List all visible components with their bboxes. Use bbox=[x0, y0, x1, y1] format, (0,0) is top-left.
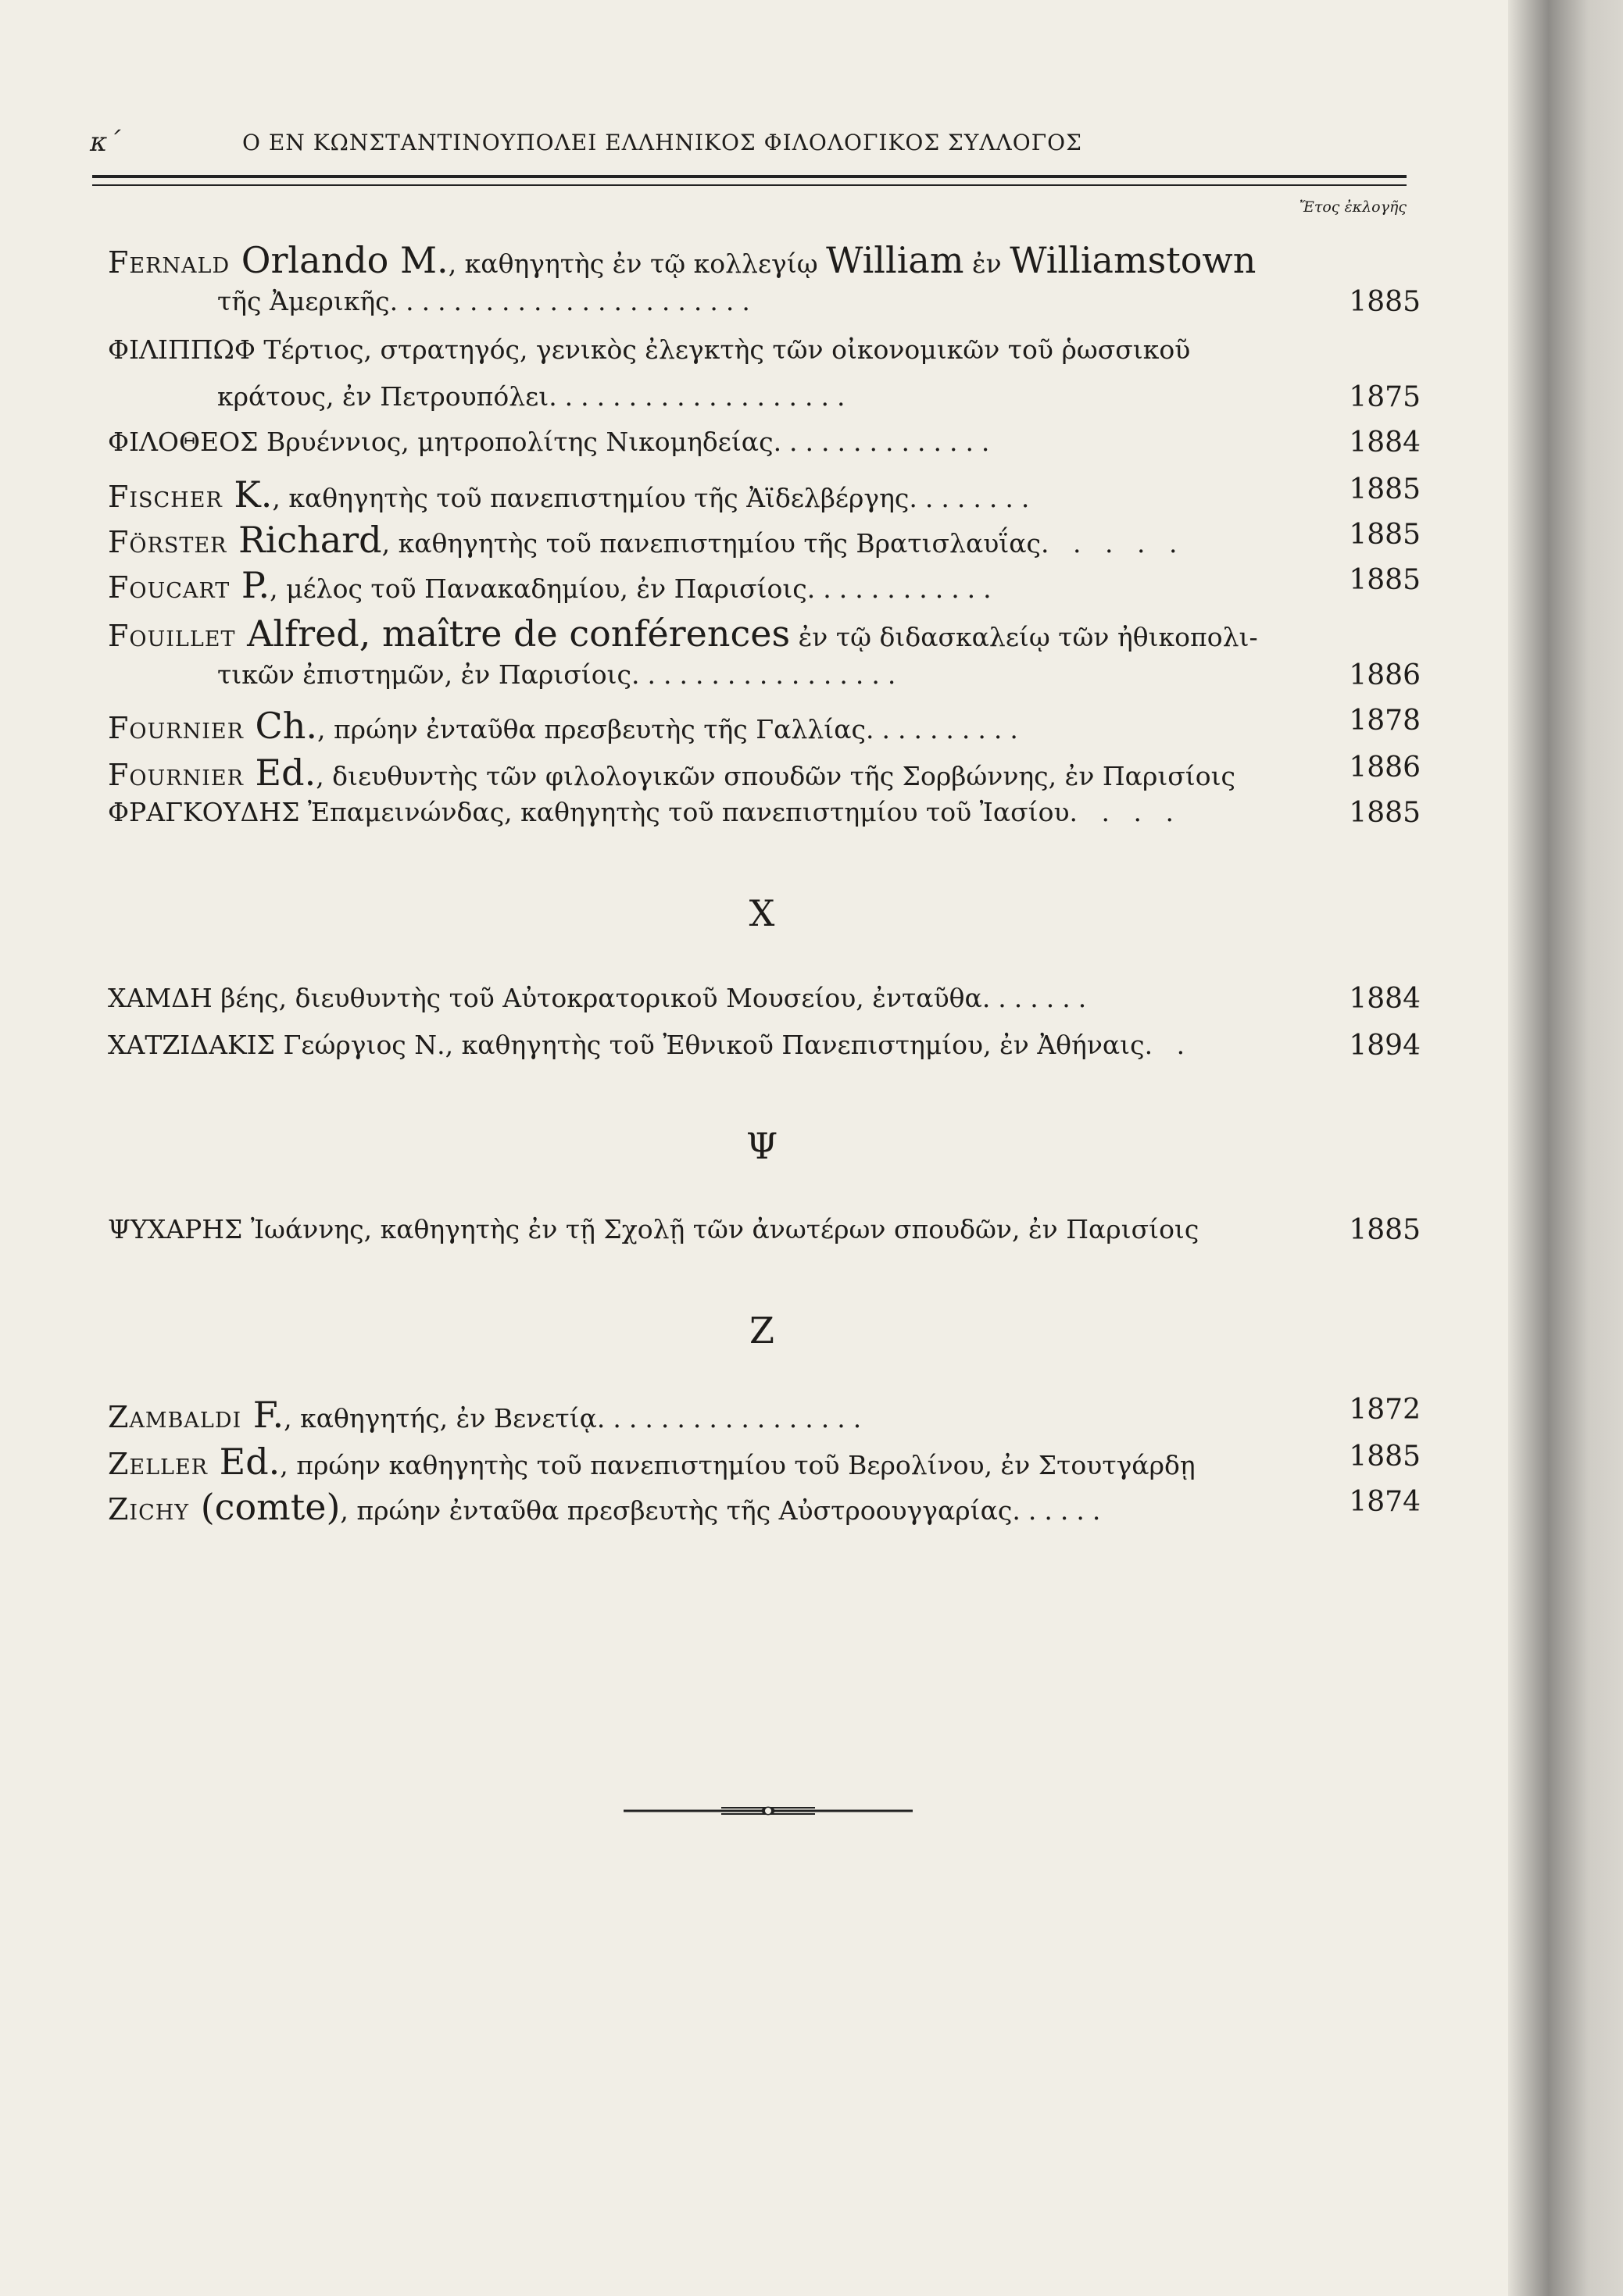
list-item bbox=[108, 334, 1421, 428]
entry-description: Βρυέννιος, μητροπολίτης Νικομηδείας bbox=[258, 427, 774, 457]
entry-description: , πρώην καθηγητὴς τοῦ πανεπιστημίου τοῦ Βερολίνου, ἐν Στουτγάρδῃ bbox=[280, 1450, 1196, 1480]
entry-name: Fournier bbox=[108, 758, 244, 792]
entry-description: , διευθυντὴς τῶν φιλολογικῶν σπουδῶν τῆς Σορβώννης, ἐν Παρισίοις bbox=[316, 761, 1236, 791]
entry-year: 1872 bbox=[1349, 1394, 1421, 1426]
list-item bbox=[108, 1030, 1421, 1077]
entry-year: 1874 bbox=[1349, 1486, 1421, 1518]
entry-name: ΧΑΤΖΙΔΑΚΙΣ bbox=[108, 1030, 275, 1060]
leader-dots: ....................... bbox=[389, 286, 758, 316]
entry-continuation: τικῶν ἐπιστημῶν, ἐν Παρισίοις bbox=[217, 659, 631, 690]
list-item bbox=[108, 1394, 1421, 1441]
entry-continuation: τῆς Ἀμερικῆς bbox=[217, 286, 390, 316]
list-item bbox=[108, 564, 1421, 611]
page-edge-shadow bbox=[1508, 0, 1623, 2296]
entry-description: Ἰωάννης, καθηγητὴς ἐν τῇ Σχολῇ τῶν ἀνωτέρων σπουδῶν, ἐν Παρισίοις bbox=[242, 1214, 1199, 1244]
entry-year: 1885 bbox=[1349, 564, 1421, 596]
entry-name: ΦΙΛΙΠΠΩΦ bbox=[108, 334, 256, 365]
section-letter-psi: Ψ bbox=[745, 1125, 778, 1167]
entry-description: Γεώργιος Ν., καθηγητὴς τοῦ Ἐθνικοῦ Πανεπιστημίου, ἐν Ἀθήναις bbox=[274, 1030, 1145, 1060]
list-item bbox=[108, 1214, 1421, 1261]
entry-year: 1885 bbox=[1349, 286, 1421, 318]
leader-dots: ................... bbox=[549, 381, 853, 412]
list-item bbox=[108, 797, 1421, 844]
entry-given-name: P. bbox=[230, 564, 270, 606]
entry-given-name: F. bbox=[241, 1394, 284, 1436]
entry-name: Zeller bbox=[108, 1447, 209, 1481]
entry-name: Zambaldi bbox=[108, 1400, 242, 1434]
header-rule-thick bbox=[92, 175, 1407, 178]
entry-name: Fouillet bbox=[108, 619, 236, 653]
list-item bbox=[108, 427, 1421, 473]
entry-description: , πρώην ἐνταῦθα πρεσβευτὴς τῆς Αὐστροουγγαρίας bbox=[340, 1495, 1013, 1526]
leader-dots: . . bbox=[1144, 1030, 1193, 1060]
entry-name: Fischer bbox=[108, 480, 223, 514]
entry-year: 1875 bbox=[1349, 381, 1421, 413]
entry-given-name: Ed. bbox=[208, 1441, 281, 1483]
entry-description: , καθηγητὴς ἐν τῷ κολλεγίῳ bbox=[448, 248, 827, 279]
entry-year: 1878 bbox=[1349, 705, 1421, 737]
list-item bbox=[108, 983, 1421, 1030]
entry-description: , καθηγητής, ἐν Βενετίᾳ bbox=[284, 1403, 597, 1434]
entry-description: , καθηγητὴς τοῦ πανεπιστημίου τῆς Ἀϊδελβέργης bbox=[272, 483, 910, 513]
entry-year: 1884 bbox=[1349, 983, 1421, 1015]
entry-year: 1885 bbox=[1349, 1214, 1421, 1246]
entry-name: Förster bbox=[108, 525, 227, 559]
list-item bbox=[108, 752, 1421, 798]
entry-name: Zichy bbox=[108, 1492, 190, 1527]
entry-description: ἐν bbox=[963, 248, 1010, 279]
list-item bbox=[108, 1486, 1421, 1533]
entry-given-name: Alfred, maître de conférences bbox=[235, 612, 791, 655]
leader-dots: ........ bbox=[909, 483, 1038, 513]
entry-year: 1886 bbox=[1349, 752, 1421, 784]
end-ornament bbox=[624, 1799, 913, 1823]
entry-year: 1885 bbox=[1349, 473, 1421, 505]
page-number: κ΄ bbox=[90, 127, 121, 158]
list-item bbox=[108, 473, 1421, 520]
entry-year: 1886 bbox=[1349, 659, 1421, 691]
entry-name: Fernald bbox=[108, 245, 231, 280]
leader-dots: ................. bbox=[631, 659, 904, 690]
entry-year: 1885 bbox=[1349, 1441, 1421, 1473]
page-header bbox=[90, 127, 1410, 166]
entry-name: ΦΙΛΟΘΕΟΣ bbox=[108, 427, 259, 457]
entry-name: Foucart bbox=[108, 570, 231, 605]
entry-description-latin: Williamstown bbox=[1010, 239, 1257, 281]
list-item bbox=[108, 239, 1421, 333]
running-title: Ο ΕΝ ΚΩΝΣΤΑΝΤΙΝΟΥΠΟΛΕΙ ΕΛΛΗΝΙΚΟΣ ΦΙΛΟΛΟΓΙΚΟΣ ΣΥΛΛΟΓΟΣ bbox=[242, 130, 1082, 155]
entry-description: Ἐπαμεινώνδας, καθηγητὴς τοῦ πανεπιστημίου τοῦ Ἰασίου bbox=[299, 797, 1070, 827]
entry-name: ΧΑΜΔΗ bbox=[108, 983, 213, 1013]
entry-description: Τέρτιος, στρατηγός, γενικὸς ἐλεγκτὴς τῶν οἰκονομικῶν τοῦ ῥωσσικοῦ bbox=[255, 334, 1191, 365]
entry-given-name: (comte) bbox=[189, 1486, 341, 1528]
column-heading-year: Ἔτος ἐκλογῆς bbox=[1299, 198, 1407, 216]
list-item bbox=[108, 1441, 1421, 1487]
list-item bbox=[108, 705, 1421, 752]
entry-year: 1894 bbox=[1349, 1030, 1421, 1062]
list-item bbox=[108, 612, 1421, 706]
section-letter-chi: X bbox=[749, 892, 775, 934]
leader-dots: ................. bbox=[596, 1403, 870, 1434]
entry-description: , πρώην ἐνταῦθα πρεσβευτὴς τῆς Γαλλίας bbox=[317, 714, 866, 745]
entry-year: 1884 bbox=[1349, 427, 1421, 459]
leader-dots: ...... bbox=[1012, 1495, 1109, 1526]
entry-description-latin: William bbox=[826, 239, 964, 281]
leader-dots: ............ bbox=[806, 573, 999, 604]
entry-given-name: K. bbox=[222, 473, 273, 516]
header-rule-thin bbox=[92, 184, 1407, 186]
leader-dots: .............. bbox=[773, 427, 998, 457]
entry-name: ΨΥΧΑΡΗΣ bbox=[108, 1214, 243, 1244]
entry-given-name: Ed. bbox=[243, 752, 316, 794]
entry-year: 1885 bbox=[1349, 797, 1421, 829]
leader-dots: . . . . . bbox=[1041, 528, 1185, 559]
entry-given-name: Ch. bbox=[243, 705, 317, 747]
leader-dots: . . . . bbox=[1069, 797, 1182, 827]
entry-given-name: Richard bbox=[227, 519, 382, 561]
entry-given-name: Orlando M. bbox=[230, 239, 449, 281]
leader-dots: ....... bbox=[981, 983, 1095, 1013]
entry-name: ΦΡΑΓΚΟΥΔΗΣ bbox=[108, 797, 300, 827]
list-item bbox=[108, 519, 1421, 566]
entry-year: 1885 bbox=[1349, 519, 1421, 551]
entry-description: , μέλος τοῦ Πανακαδημίου, ἐν Παρισίοις bbox=[270, 573, 807, 604]
entry-description: , καθηγητὴς τοῦ πανεπιστημίου τῆς Βρατισλαυΐας bbox=[381, 528, 1042, 559]
entry-continuation: κράτους, ἐν Πετρουπόλει bbox=[217, 381, 549, 412]
entry-name: Fournier bbox=[108, 711, 244, 745]
entry-description: βέης, διευθυντὴς τοῦ Αὐτοκρατορικοῦ Μουσείου, ἐνταῦθα bbox=[212, 983, 982, 1013]
section-letter-zeta: Z bbox=[749, 1309, 774, 1352]
leader-dots: .......... bbox=[865, 714, 1026, 745]
entry-description: ἐν τῷ διδασκαλείῳ τῶν ἠθικοπολι- bbox=[790, 622, 1258, 652]
